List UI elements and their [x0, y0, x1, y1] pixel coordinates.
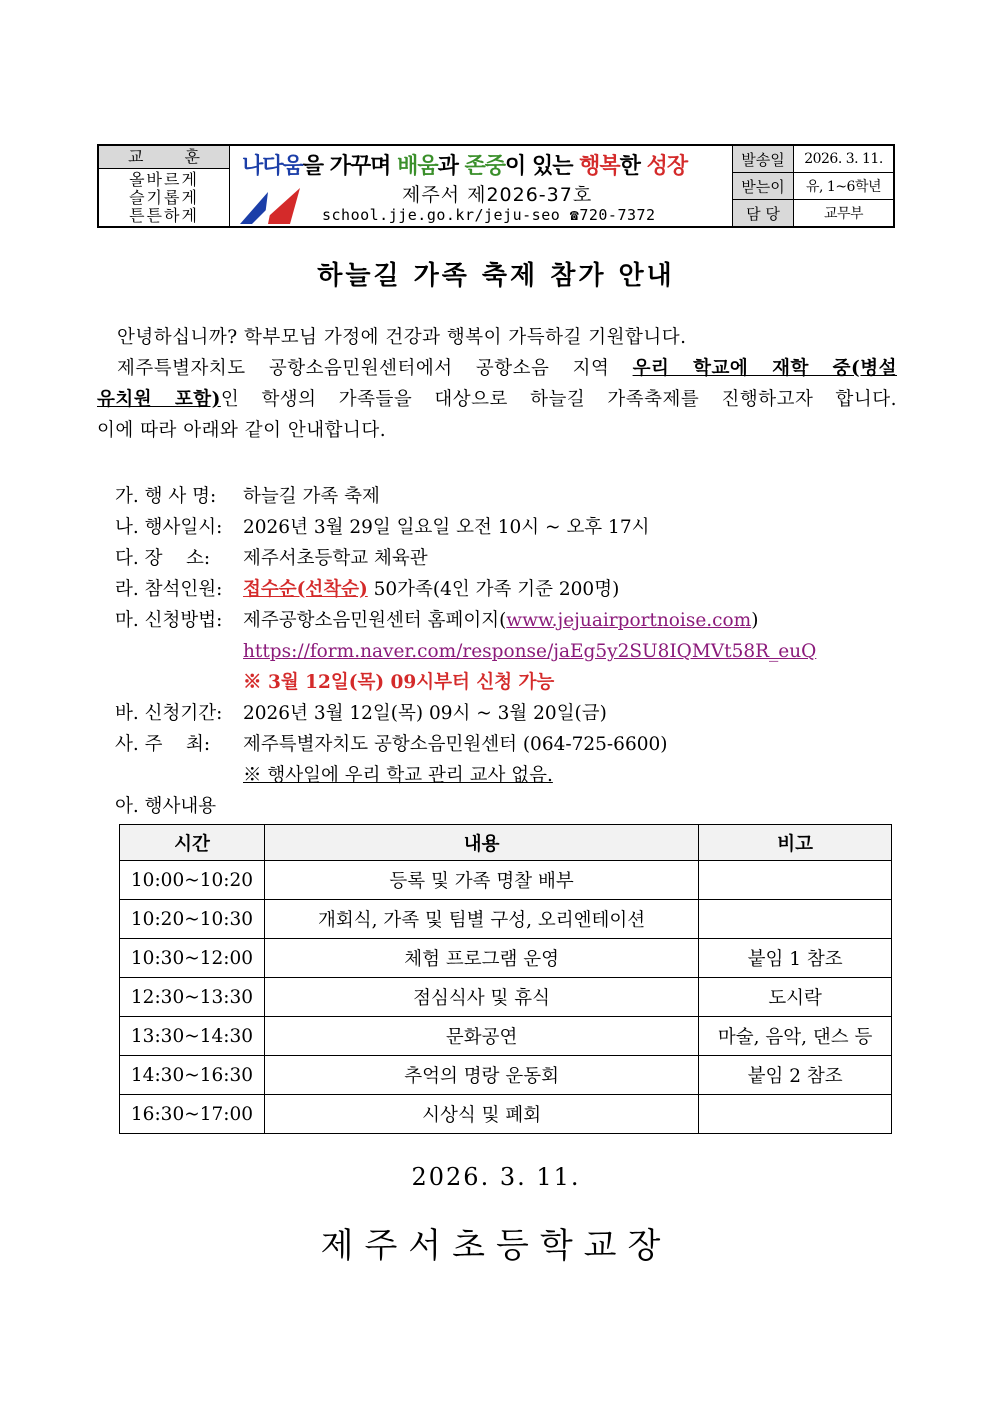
detail-application-note [115, 667, 895, 698]
detail-highlight: 접수순(선착순) [243, 579, 368, 600]
note-cell [699, 1095, 892, 1134]
detail-value: 제주공항소음민원센터 홈페이지( [243, 610, 507, 631]
column-header: 비고 [699, 825, 892, 861]
motto-line: 튼튼하게 [129, 205, 199, 225]
detail-label: 사. 주 최: [115, 734, 211, 755]
intro-emphasis: 우리 학교에 재학 중(병설 [632, 358, 897, 379]
time-cell: 10:00~10:20 [120, 861, 265, 900]
motto-lines [99, 169, 229, 226]
schedule-table [119, 824, 892, 1134]
note-cell [699, 900, 892, 939]
intro-text: 제주특별자치도 공항소음민원센터에서 공항소음 지역 [117, 358, 633, 379]
content-cell: 문화공연 [264, 1017, 698, 1056]
intro-line: 이에 따라 아래와 같이 안내합니다. [97, 420, 387, 441]
meta-row-department [733, 200, 893, 226]
meta-value: 유, 1~6학년 [805, 179, 882, 195]
slogan-area [230, 146, 733, 226]
document-meta [733, 146, 893, 226]
content-cell: 점심식사 및 휴식 [264, 978, 698, 1017]
content-cell: 추억의 명랑 운동회 [264, 1056, 698, 1095]
slogan-part: 존중 [464, 154, 506, 179]
meta-row-recipient [733, 173, 893, 200]
school-slogan [242, 149, 687, 180]
detail-location [115, 543, 895, 574]
slogan-part: 나다움 [242, 154, 303, 179]
motto-line: 올바르게 [129, 169, 199, 189]
time-cell: 10:30~12:00 [120, 939, 265, 978]
detail-application-period [115, 698, 895, 729]
meta-key: 담 당 [733, 200, 794, 226]
intro-line [97, 353, 897, 384]
note-cell: 붙임 2 참조 [699, 1056, 892, 1095]
detail-value: 하늘길 가족 축제 [243, 486, 380, 507]
detail-event-date [115, 512, 895, 543]
detail-label: 바. 신청기간: [115, 703, 223, 724]
detail-value: 제주서초등학교 체육관 [243, 548, 428, 569]
time-cell: 13:30~14:30 [120, 1017, 265, 1056]
letterhead [97, 144, 895, 228]
meta-value: 2026. 3. 11. [804, 151, 883, 167]
table-row [120, 900, 892, 939]
table-row [120, 1056, 892, 1095]
slogan-part: 배움 [397, 154, 438, 179]
content-cell: 등록 및 가족 명찰 배부 [264, 861, 698, 900]
document-number: 제주서 제2026-37호 [402, 184, 593, 206]
time-cell: 10:20~10:30 [120, 900, 265, 939]
motto-title: 교 훈 [99, 146, 229, 169]
slogan-part: 을 가꾸며 [302, 154, 398, 179]
detail-event-name [115, 481, 895, 512]
detail-value: 제주특별자치도 공항소음민원센터 (064-725-6600) [243, 734, 668, 755]
document-title: 하늘길 가족 축제 참가 안내 [317, 261, 675, 291]
school-motto [99, 146, 230, 226]
slogan-part: 한 [619, 154, 647, 179]
meta-key: 받는이 [733, 173, 794, 199]
application-form-link[interactable]: https://form.naver.com/response/jaEg5y2SU8IQMVt58R_euQ [243, 641, 817, 662]
time-cell: 14:30~16:30 [120, 1056, 265, 1095]
content-cell: 체험 프로그램 운영 [264, 939, 698, 978]
time-cell: 12:30~13:30 [120, 978, 265, 1017]
slogan-part: 성장 [646, 154, 688, 179]
detail-host [115, 729, 895, 760]
table-row [120, 861, 892, 900]
table-row [120, 939, 892, 978]
detail-label: 다. 장 소: [115, 548, 211, 569]
meta-row-sent-date [733, 146, 893, 173]
application-note: ※ 3월 12일(목) 09시부터 신청 가능 [243, 672, 555, 693]
detail-value: 2026년 3월 12일(목) 09시 ~ 3월 20일(금) [243, 703, 607, 724]
homepage-link[interactable]: www.jejuairportnoise.com [506, 610, 752, 631]
detail-label: 마. 신청방법: [115, 610, 223, 631]
detail-value: ) [751, 610, 759, 631]
note-cell: 마술, 음악, 댄스 등 [699, 1017, 892, 1056]
meta-key: 발송일 [733, 146, 794, 172]
slogan-part: 행복 [579, 154, 620, 179]
content-cell: 시상식 및 폐회 [264, 1095, 698, 1134]
table-row [120, 1017, 892, 1056]
intro-line [97, 384, 897, 415]
detail-label: 아. 행사내용 [115, 796, 217, 817]
note-cell: 붙임 1 참조 [699, 939, 892, 978]
detail-application-method [115, 605, 895, 636]
intro-emphasis: 유치원 포함) [97, 389, 221, 410]
detail-value: 2026년 3월 29일 일요일 오전 10시 ~ 오후 17시 [243, 517, 650, 538]
signer-name: 제주서초등학교장 [320, 1226, 672, 1266]
intro-text: 인 학생의 가족들을 대상으로 하늘길 가족축제를 진행하고자 합니다. [220, 389, 897, 410]
meta-value: 교무부 [823, 206, 864, 222]
note-cell [699, 861, 892, 900]
detail-attendance [115, 574, 895, 605]
note-cell: 도시락 [699, 978, 892, 1017]
issue-date: 2026. 3. 11. [411, 1163, 581, 1191]
detail-application-form [115, 636, 895, 667]
school-logo-icon [238, 184, 302, 226]
column-header: 시간 [120, 825, 265, 861]
table-header-row [120, 825, 892, 861]
detail-host-note [115, 760, 895, 791]
table-row [120, 1095, 892, 1134]
table-row [120, 978, 892, 1017]
event-details [115, 481, 895, 822]
motto-line: 슬기롭게 [129, 187, 199, 207]
slogan-part: 과 [437, 154, 465, 179]
slogan-part: 이 있는 [505, 154, 580, 179]
school-contact: school.jje.go.kr/jeju-seo ☎720-7372 [322, 206, 656, 224]
detail-value: 50가족(4인 가족 기준 200명) [367, 579, 620, 600]
detail-label: 가. 행 사 명: [115, 486, 217, 507]
detail-label: 나. 행사일시: [115, 517, 223, 538]
column-header: 내용 [264, 825, 698, 861]
host-note: ※ 행사일에 우리 학교 관리 교사 없음. [243, 765, 553, 786]
detail-label: 라. 참석인원: [115, 579, 223, 600]
time-cell: 16:30~17:00 [120, 1095, 265, 1134]
intro-line: 안녕하십니까? 학부모님 가정에 건강과 행복이 가득하길 기원합니다. [117, 327, 687, 348]
content-cell: 개회식, 가족 및 팀별 구성, 오리엔테이션 [264, 900, 698, 939]
detail-program [115, 791, 895, 822]
